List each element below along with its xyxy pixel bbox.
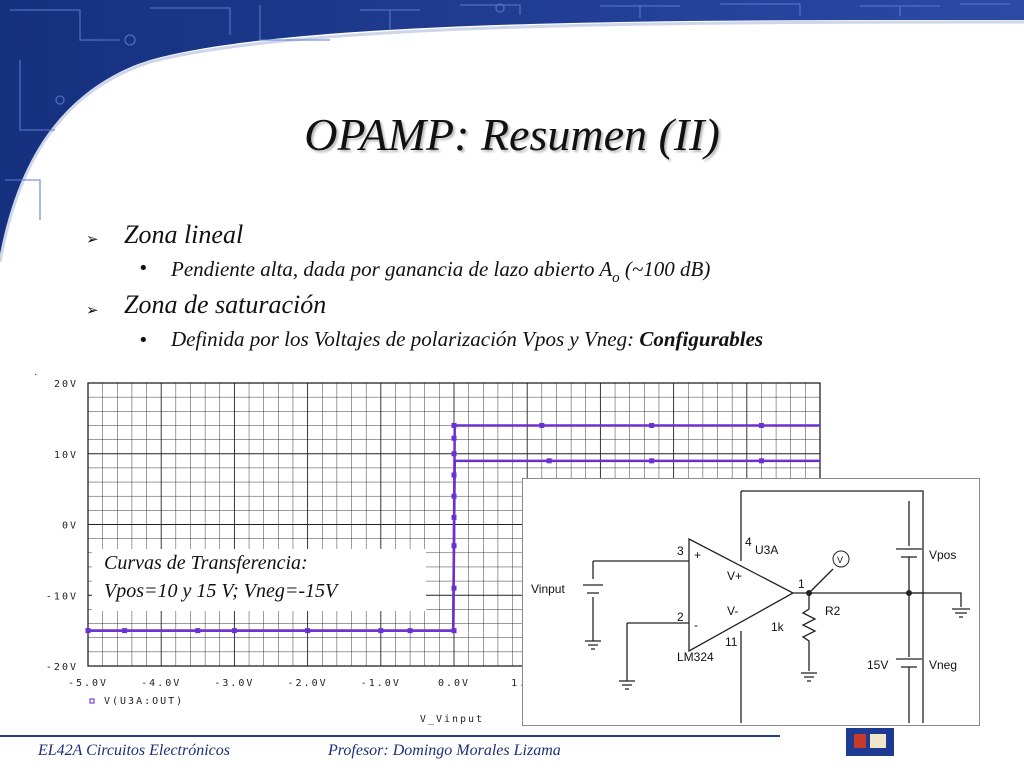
series-point-1 <box>547 458 552 463</box>
chart-origin-dot: · <box>34 370 38 381</box>
series-point-0 <box>452 423 457 428</box>
series-point-0 <box>539 423 544 428</box>
bullet-pendiente <box>171 257 711 286</box>
plus-pin-label: + <box>694 548 702 562</box>
ground-node-dot <box>906 590 912 596</box>
x-tick-label: -3.0V <box>214 678 255 689</box>
bullet-definida-text: Definida por los Voltajes de polarización Vpos y Vneg: <box>171 327 640 351</box>
chart-annotation-box <box>92 549 426 611</box>
university-logo-icon <box>846 728 894 756</box>
bullet-pendiente-text: Pendiente alta, dada por ganancia de lazo abierto A <box>171 257 613 281</box>
y-tick-label: 0V <box>61 520 78 532</box>
legend-marker <box>90 699 94 703</box>
footer-rule <box>0 735 780 737</box>
output-node-dot <box>806 590 812 596</box>
y-tick-label: 20V <box>53 379 78 390</box>
bullet-definida <box>171 327 763 352</box>
slide-title: OPAMP: Resumen (II) <box>304 109 720 160</box>
y-tick-label: -20V <box>45 662 78 673</box>
pin2-label: 2 <box>677 610 684 624</box>
r2-value-label: 1k <box>771 620 784 634</box>
x-tick-label: -1.0V <box>360 678 401 689</box>
series-point-0 <box>452 436 457 441</box>
vneg-label: Vneg <box>929 658 958 672</box>
chart-annotation-line-1: Curvas de Transferencia: <box>104 552 308 574</box>
v15-label: 15V <box>867 658 889 672</box>
circuit-schematic <box>522 478 980 726</box>
x-tick-label: 1.0V <box>511 678 544 689</box>
u3a-label: U3A <box>755 543 779 557</box>
series-point-0 <box>759 423 764 428</box>
chart-annotation-line-2: Vpos=10 y 15 V; Vneg=-15V <box>104 580 338 602</box>
lm324-label: LM324 <box>677 650 714 664</box>
series-point-0 <box>452 451 457 456</box>
pin1-label: 1 <box>798 577 805 591</box>
vplus-label: V+ <box>727 569 743 583</box>
series-point-1 <box>649 458 654 463</box>
footer-course: EL42A Circuitos Electrónicos <box>38 742 230 759</box>
x-tick-label: -2.0V <box>287 678 328 689</box>
bullet-zona-saturacion: Zona de saturación <box>124 290 327 319</box>
bullet-arrow-icon: ➢ <box>86 301 99 319</box>
x-tick-label: -4.0V <box>141 678 182 689</box>
bullet-arrow-icon: ➢ <box>86 230 99 248</box>
series-point-1 <box>759 458 764 463</box>
y-tick-label: -10V <box>45 591 78 603</box>
legend-label: V(U3A:OUT) <box>104 696 185 707</box>
bullet-dot-icon: • <box>138 258 149 279</box>
series-point-0 <box>649 423 654 428</box>
x-tick-label: 0.0V <box>437 678 471 689</box>
x-tick-label: -5.0V <box>67 678 109 689</box>
pin4-label: 4 <box>745 535 752 549</box>
bullet-zona-lineal: Zona lineal <box>124 220 244 249</box>
vinput-label: Vinput <box>531 582 565 596</box>
bullet-dot-icon: • <box>138 330 149 351</box>
y-tick-label: 10V <box>53 449 78 461</box>
bullet-definida-bold: Configurables <box>639 327 764 351</box>
r2-label: R2 <box>825 604 841 618</box>
probe-label: V <box>837 555 844 565</box>
minus-pin-label: - <box>694 618 698 632</box>
x-axis-label: V_Vinput <box>419 714 485 725</box>
pin3-label: 3 <box>677 544 684 558</box>
bullet-pendiente-subscript: o <box>612 270 620 286</box>
bullet-pendiente-after: (~100 dB) <box>619 257 711 281</box>
vpos-label: Vpos <box>929 548 957 562</box>
footer-professor: Profesor: Domingo Morales Lizama <box>328 742 561 759</box>
vminus-label: V- <box>727 604 739 618</box>
pin11-label: 11 <box>725 635 738 649</box>
